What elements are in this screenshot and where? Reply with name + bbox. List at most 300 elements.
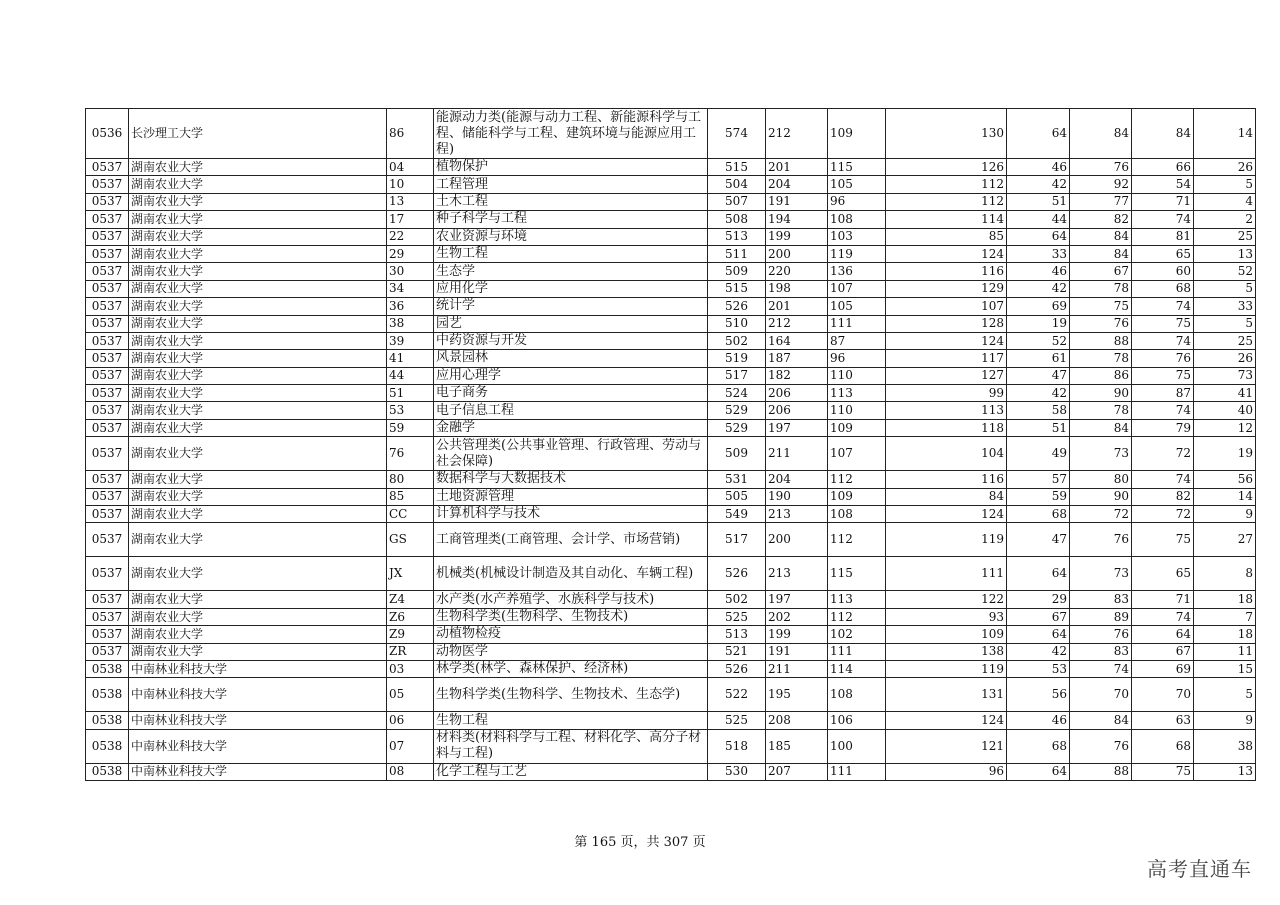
score-col-4-cell: 46 bbox=[1007, 263, 1070, 280]
table-row bbox=[86, 506, 1256, 523]
score-col-4-cell: 29 bbox=[1007, 591, 1070, 608]
score-col-5-cell: 74 bbox=[1070, 660, 1132, 677]
rank-cell: 18 bbox=[1194, 626, 1256, 643]
score-col-2-cell: 109 bbox=[828, 488, 886, 505]
major-name-cell: 化学工程与工艺 bbox=[434, 763, 708, 780]
score-col-1-cell: 220 bbox=[766, 263, 828, 280]
score-col-3-cell: 96 bbox=[886, 763, 1007, 780]
score-col-4-cell: 49 bbox=[1007, 437, 1070, 471]
table-row bbox=[86, 193, 1256, 210]
score-col-4-cell: 64 bbox=[1007, 109, 1070, 159]
score-col-4-cell: 42 bbox=[1007, 643, 1070, 660]
major-name-cell: 生物工程 bbox=[434, 245, 708, 262]
score-col-6-cell: 68 bbox=[1132, 729, 1194, 763]
score-col-1-cell: 206 bbox=[766, 385, 828, 402]
major-code-cell: 76 bbox=[387, 437, 434, 471]
school-code-cell: 0537 bbox=[86, 228, 129, 245]
score-col-2-cell: 96 bbox=[828, 350, 886, 367]
table-row bbox=[86, 245, 1256, 262]
total-score-cell: 525 bbox=[708, 712, 766, 729]
major-name-cell: 机械类(机械设计制造及其自动化、车辆工程) bbox=[434, 557, 708, 591]
score-col-4-cell: 51 bbox=[1007, 419, 1070, 436]
major-name-cell: 计算机科学与技术 bbox=[434, 506, 708, 523]
score-col-4-cell: 42 bbox=[1007, 176, 1070, 193]
major-code-cell: 85 bbox=[387, 488, 434, 505]
school-code-cell: 0538 bbox=[86, 712, 129, 729]
score-col-6-cell: 54 bbox=[1132, 176, 1194, 193]
major-name-cell: 种子科学与工程 bbox=[434, 211, 708, 228]
school-name-cell: 湖南农业大学 bbox=[129, 280, 387, 297]
score-col-5-cell: 82 bbox=[1070, 211, 1132, 228]
major-code-cell: 38 bbox=[387, 315, 434, 332]
rank-cell: 38 bbox=[1194, 729, 1256, 763]
major-name-cell: 农业资源与环境 bbox=[434, 228, 708, 245]
rank-cell: 7 bbox=[1194, 608, 1256, 625]
score-col-5-cell: 78 bbox=[1070, 402, 1132, 419]
school-code-cell: 0537 bbox=[86, 523, 129, 557]
score-col-6-cell: 74 bbox=[1132, 608, 1194, 625]
table-row bbox=[86, 643, 1256, 660]
score-col-5-cell: 77 bbox=[1070, 193, 1132, 210]
score-col-2-cell: 111 bbox=[828, 315, 886, 332]
major-name-cell: 材料类(材料科学与工程、材料化学、高分子材料与工程) bbox=[434, 729, 708, 763]
rank-cell: 19 bbox=[1194, 437, 1256, 471]
rank-cell: 14 bbox=[1194, 109, 1256, 159]
total-score-cell: 519 bbox=[708, 350, 766, 367]
score-col-2-cell: 115 bbox=[828, 557, 886, 591]
rank-cell: 25 bbox=[1194, 332, 1256, 349]
score-col-4-cell: 53 bbox=[1007, 660, 1070, 677]
score-col-1-cell: 212 bbox=[766, 315, 828, 332]
score-col-2-cell: 100 bbox=[828, 729, 886, 763]
major-code-cell: 80 bbox=[387, 471, 434, 488]
score-col-1-cell: 199 bbox=[766, 626, 828, 643]
score-col-3-cell: 138 bbox=[886, 643, 1007, 660]
table-row bbox=[86, 298, 1256, 315]
score-col-6-cell: 79 bbox=[1132, 419, 1194, 436]
score-col-3-cell: 124 bbox=[886, 712, 1007, 729]
score-col-4-cell: 47 bbox=[1007, 367, 1070, 384]
score-col-5-cell: 80 bbox=[1070, 471, 1132, 488]
score-col-3-cell: 130 bbox=[886, 109, 1007, 159]
score-col-3-cell: 85 bbox=[886, 228, 1007, 245]
table-row bbox=[86, 211, 1256, 228]
school-code-cell: 0537 bbox=[86, 419, 129, 436]
score-col-4-cell: 46 bbox=[1007, 159, 1070, 176]
school-name-cell: 中南林业科技大学 bbox=[129, 763, 387, 780]
score-col-1-cell: 213 bbox=[766, 557, 828, 591]
school-code-cell: 0537 bbox=[86, 402, 129, 419]
major-code-cell: CC bbox=[387, 506, 434, 523]
major-code-cell: 51 bbox=[387, 385, 434, 402]
school-code-cell: 0537 bbox=[86, 193, 129, 210]
major-name-cell: 统计学 bbox=[434, 298, 708, 315]
major-name-cell: 水产类(水产养殖学、水族科学与技术) bbox=[434, 591, 708, 608]
table-row bbox=[86, 176, 1256, 193]
score-col-4-cell: 64 bbox=[1007, 557, 1070, 591]
rank-cell: 5 bbox=[1194, 678, 1256, 712]
score-col-6-cell: 75 bbox=[1132, 763, 1194, 780]
table-row bbox=[86, 280, 1256, 297]
school-name-cell: 中南林业科技大学 bbox=[129, 729, 387, 763]
score-col-6-cell: 60 bbox=[1132, 263, 1194, 280]
score-col-2-cell: 112 bbox=[828, 471, 886, 488]
score-col-5-cell: 76 bbox=[1070, 626, 1132, 643]
total-score-cell: 513 bbox=[708, 626, 766, 643]
major-code-cell: 10 bbox=[387, 176, 434, 193]
score-col-3-cell: 116 bbox=[886, 263, 1007, 280]
school-code-cell: 0537 bbox=[86, 176, 129, 193]
major-code-cell: 30 bbox=[387, 263, 434, 280]
school-code-cell: 0537 bbox=[86, 471, 129, 488]
school-code-cell: 0537 bbox=[86, 608, 129, 625]
score-col-3-cell: 84 bbox=[886, 488, 1007, 505]
score-col-3-cell: 99 bbox=[886, 385, 1007, 402]
score-col-4-cell: 64 bbox=[1007, 228, 1070, 245]
rank-cell: 14 bbox=[1194, 488, 1256, 505]
table-row bbox=[86, 608, 1256, 625]
score-col-6-cell: 84 bbox=[1132, 109, 1194, 159]
school-name-cell: 湖南农业大学 bbox=[129, 367, 387, 384]
score-col-1-cell: 199 bbox=[766, 228, 828, 245]
table-row bbox=[86, 557, 1256, 591]
score-col-5-cell: 76 bbox=[1070, 729, 1132, 763]
total-score-cell: 504 bbox=[708, 176, 766, 193]
score-col-5-cell: 84 bbox=[1070, 109, 1132, 159]
score-col-1-cell: 197 bbox=[766, 419, 828, 436]
school-code-cell: 0537 bbox=[86, 280, 129, 297]
table-row bbox=[86, 228, 1256, 245]
score-col-4-cell: 46 bbox=[1007, 712, 1070, 729]
score-col-4-cell: 42 bbox=[1007, 280, 1070, 297]
table-row bbox=[86, 591, 1256, 608]
major-code-cell: 36 bbox=[387, 298, 434, 315]
school-code-cell: 0537 bbox=[86, 385, 129, 402]
score-col-2-cell: 110 bbox=[828, 367, 886, 384]
score-col-4-cell: 58 bbox=[1007, 402, 1070, 419]
major-name-cell: 应用心理学 bbox=[434, 367, 708, 384]
table-row bbox=[86, 350, 1256, 367]
score-col-6-cell: 75 bbox=[1132, 315, 1194, 332]
major-name-cell: 土木工程 bbox=[434, 193, 708, 210]
major-name-cell: 园艺 bbox=[434, 315, 708, 332]
table-row bbox=[86, 419, 1256, 436]
score-col-5-cell: 84 bbox=[1070, 245, 1132, 262]
major-code-cell: Z6 bbox=[387, 608, 434, 625]
total-score-cell: 521 bbox=[708, 643, 766, 660]
score-col-3-cell: 111 bbox=[886, 557, 1007, 591]
rank-cell: 5 bbox=[1194, 176, 1256, 193]
rank-cell: 41 bbox=[1194, 385, 1256, 402]
score-col-3-cell: 124 bbox=[886, 245, 1007, 262]
score-col-1-cell: 191 bbox=[766, 193, 828, 210]
major-name-cell: 动植物检疫 bbox=[434, 626, 708, 643]
score-col-5-cell: 73 bbox=[1070, 437, 1132, 471]
score-col-1-cell: 194 bbox=[766, 211, 828, 228]
table-row bbox=[86, 763, 1256, 780]
score-col-4-cell: 68 bbox=[1007, 506, 1070, 523]
rank-cell: 5 bbox=[1194, 315, 1256, 332]
table-row bbox=[86, 712, 1256, 729]
score-col-6-cell: 76 bbox=[1132, 350, 1194, 367]
major-code-cell: 44 bbox=[387, 367, 434, 384]
total-score-cell: 517 bbox=[708, 367, 766, 384]
rank-cell: 27 bbox=[1194, 523, 1256, 557]
score-col-5-cell: 72 bbox=[1070, 506, 1132, 523]
score-col-1-cell: 211 bbox=[766, 660, 828, 677]
school-name-cell: 湖南农业大学 bbox=[129, 193, 387, 210]
major-name-cell: 动物医学 bbox=[434, 643, 708, 660]
score-col-1-cell: 211 bbox=[766, 437, 828, 471]
school-name-cell: 湖南农业大学 bbox=[129, 437, 387, 471]
score-col-6-cell: 75 bbox=[1132, 523, 1194, 557]
rank-cell: 18 bbox=[1194, 591, 1256, 608]
score-col-6-cell: 81 bbox=[1132, 228, 1194, 245]
score-col-2-cell: 113 bbox=[828, 591, 886, 608]
score-col-3-cell: 114 bbox=[886, 211, 1007, 228]
school-name-cell: 长沙理工大学 bbox=[129, 109, 387, 159]
score-col-2-cell: 106 bbox=[828, 712, 886, 729]
school-name-cell: 湖南农业大学 bbox=[129, 488, 387, 505]
score-col-6-cell: 65 bbox=[1132, 557, 1194, 591]
school-code-cell: 0537 bbox=[86, 263, 129, 280]
major-name-cell: 生物工程 bbox=[434, 712, 708, 729]
major-code-cell: 53 bbox=[387, 402, 434, 419]
score-col-5-cell: 89 bbox=[1070, 608, 1132, 625]
school-name-cell: 中南林业科技大学 bbox=[129, 712, 387, 729]
score-col-5-cell: 78 bbox=[1070, 280, 1132, 297]
total-score-cell: 524 bbox=[708, 385, 766, 402]
score-col-6-cell: 71 bbox=[1132, 193, 1194, 210]
table-row bbox=[86, 367, 1256, 384]
major-code-cell: JX bbox=[387, 557, 434, 591]
total-score-cell: 574 bbox=[708, 109, 766, 159]
score-col-5-cell: 83 bbox=[1070, 643, 1132, 660]
school-name-cell: 湖南农业大学 bbox=[129, 626, 387, 643]
major-code-cell: 34 bbox=[387, 280, 434, 297]
rank-cell: 9 bbox=[1194, 712, 1256, 729]
school-name-cell: 湖南农业大学 bbox=[129, 298, 387, 315]
major-code-cell: 39 bbox=[387, 332, 434, 349]
rank-cell: 13 bbox=[1194, 245, 1256, 262]
rank-cell: 11 bbox=[1194, 643, 1256, 660]
table-row bbox=[86, 263, 1256, 280]
total-score-cell: 509 bbox=[708, 263, 766, 280]
major-name-cell: 金融学 bbox=[434, 419, 708, 436]
score-col-5-cell: 78 bbox=[1070, 350, 1132, 367]
score-col-2-cell: 108 bbox=[828, 678, 886, 712]
total-score-cell: 517 bbox=[708, 523, 766, 557]
table-row bbox=[86, 660, 1256, 677]
major-name-cell: 公共管理类(公共事业管理、行政管理、劳动与社会保障) bbox=[434, 437, 708, 471]
score-col-5-cell: 86 bbox=[1070, 367, 1132, 384]
table-row bbox=[86, 159, 1256, 176]
score-col-2-cell: 110 bbox=[828, 402, 886, 419]
table-row bbox=[86, 332, 1256, 349]
score-col-6-cell: 71 bbox=[1132, 591, 1194, 608]
school-code-cell: 0537 bbox=[86, 211, 129, 228]
score-col-1-cell: 204 bbox=[766, 176, 828, 193]
major-code-cell: 06 bbox=[387, 712, 434, 729]
total-score-cell: 510 bbox=[708, 315, 766, 332]
score-col-1-cell: 191 bbox=[766, 643, 828, 660]
score-col-6-cell: 63 bbox=[1132, 712, 1194, 729]
school-name-cell: 湖南农业大学 bbox=[129, 263, 387, 280]
total-score-cell: 522 bbox=[708, 678, 766, 712]
score-col-2-cell: 103 bbox=[828, 228, 886, 245]
score-col-6-cell: 74 bbox=[1132, 211, 1194, 228]
score-col-6-cell: 74 bbox=[1132, 298, 1194, 315]
school-code-cell: 0537 bbox=[86, 245, 129, 262]
school-name-cell: 湖南农业大学 bbox=[129, 159, 387, 176]
score-col-2-cell: 108 bbox=[828, 211, 886, 228]
score-col-2-cell: 111 bbox=[828, 643, 886, 660]
score-col-6-cell: 69 bbox=[1132, 660, 1194, 677]
major-name-cell: 能源动力类(能源与动力工程、新能源科学与工程、储能科学与工程、建筑环境与能源应用工程) bbox=[434, 109, 708, 159]
total-score-cell: 507 bbox=[708, 193, 766, 210]
school-name-cell: 湖南农业大学 bbox=[129, 315, 387, 332]
school-code-cell: 0538 bbox=[86, 763, 129, 780]
major-code-cell: ZR bbox=[387, 643, 434, 660]
score-col-5-cell: 73 bbox=[1070, 557, 1132, 591]
score-col-5-cell: 76 bbox=[1070, 315, 1132, 332]
score-col-6-cell: 65 bbox=[1132, 245, 1194, 262]
school-name-cell: 湖南农业大学 bbox=[129, 608, 387, 625]
major-name-cell: 工程管理 bbox=[434, 176, 708, 193]
score-col-5-cell: 88 bbox=[1070, 763, 1132, 780]
school-name-cell: 湖南农业大学 bbox=[129, 332, 387, 349]
major-code-cell: Z4 bbox=[387, 591, 434, 608]
school-code-cell: 0538 bbox=[86, 678, 129, 712]
rank-cell: 15 bbox=[1194, 660, 1256, 677]
score-col-5-cell: 76 bbox=[1070, 523, 1132, 557]
score-col-6-cell: 82 bbox=[1132, 488, 1194, 505]
score-col-4-cell: 56 bbox=[1007, 678, 1070, 712]
total-score-cell: 511 bbox=[708, 245, 766, 262]
score-col-4-cell: 61 bbox=[1007, 350, 1070, 367]
score-col-3-cell: 131 bbox=[886, 678, 1007, 712]
score-col-4-cell: 64 bbox=[1007, 763, 1070, 780]
rank-cell: 8 bbox=[1194, 557, 1256, 591]
major-name-cell: 电子信息工程 bbox=[434, 402, 708, 419]
score-col-5-cell: 84 bbox=[1070, 712, 1132, 729]
table-row bbox=[86, 385, 1256, 402]
rank-cell: 5 bbox=[1194, 280, 1256, 297]
score-col-4-cell: 59 bbox=[1007, 488, 1070, 505]
school-code-cell: 0537 bbox=[86, 506, 129, 523]
total-score-cell: 526 bbox=[708, 660, 766, 677]
score-col-3-cell: 104 bbox=[886, 437, 1007, 471]
table-row bbox=[86, 729, 1256, 763]
score-col-5-cell: 84 bbox=[1070, 228, 1132, 245]
school-code-cell: 0537 bbox=[86, 488, 129, 505]
total-score-cell: 515 bbox=[708, 280, 766, 297]
school-code-cell: 0537 bbox=[86, 159, 129, 176]
table-row bbox=[86, 437, 1256, 471]
major-name-cell: 应用化学 bbox=[434, 280, 708, 297]
school-code-cell: 0537 bbox=[86, 437, 129, 471]
score-col-5-cell: 83 bbox=[1070, 591, 1132, 608]
rank-cell: 9 bbox=[1194, 506, 1256, 523]
score-col-5-cell: 84 bbox=[1070, 419, 1132, 436]
school-code-cell: 0537 bbox=[86, 350, 129, 367]
table-row bbox=[86, 402, 1256, 419]
score-col-4-cell: 57 bbox=[1007, 471, 1070, 488]
school-code-cell: 0537 bbox=[86, 332, 129, 349]
score-col-1-cell: 204 bbox=[766, 471, 828, 488]
score-col-1-cell: 200 bbox=[766, 245, 828, 262]
score-col-3-cell: 93 bbox=[886, 608, 1007, 625]
admission-score-table bbox=[85, 108, 1256, 781]
score-col-5-cell: 90 bbox=[1070, 385, 1132, 402]
school-code-cell: 0537 bbox=[86, 626, 129, 643]
school-code-cell: 0537 bbox=[86, 367, 129, 384]
school-code-cell: 0538 bbox=[86, 660, 129, 677]
school-code-cell: 0538 bbox=[86, 729, 129, 763]
rank-cell: 73 bbox=[1194, 367, 1256, 384]
major-code-cell: 08 bbox=[387, 763, 434, 780]
total-score-cell: 529 bbox=[708, 419, 766, 436]
score-col-5-cell: 92 bbox=[1070, 176, 1132, 193]
score-col-1-cell: 208 bbox=[766, 712, 828, 729]
school-name-cell: 中南林业科技大学 bbox=[129, 678, 387, 712]
score-col-3-cell: 124 bbox=[886, 332, 1007, 349]
score-col-2-cell: 111 bbox=[828, 763, 886, 780]
major-code-cell: 86 bbox=[387, 109, 434, 159]
school-name-cell: 湖南农业大学 bbox=[129, 385, 387, 402]
score-col-5-cell: 90 bbox=[1070, 488, 1132, 505]
school-name-cell: 湖南农业大学 bbox=[129, 211, 387, 228]
total-score-cell: 513 bbox=[708, 228, 766, 245]
score-col-3-cell: 128 bbox=[886, 315, 1007, 332]
total-score-cell: 515 bbox=[708, 159, 766, 176]
total-score-cell: 530 bbox=[708, 763, 766, 780]
score-col-3-cell: 112 bbox=[886, 176, 1007, 193]
score-col-3-cell: 107 bbox=[886, 298, 1007, 315]
score-col-2-cell: 112 bbox=[828, 608, 886, 625]
score-col-4-cell: 33 bbox=[1007, 245, 1070, 262]
score-col-1-cell: 202 bbox=[766, 608, 828, 625]
score-col-4-cell: 67 bbox=[1007, 608, 1070, 625]
major-code-cell: Z9 bbox=[387, 626, 434, 643]
score-col-3-cell: 119 bbox=[886, 660, 1007, 677]
table-row bbox=[86, 109, 1256, 159]
school-name-cell: 湖南农业大学 bbox=[129, 506, 387, 523]
score-col-2-cell: 112 bbox=[828, 523, 886, 557]
total-score-cell: 505 bbox=[708, 488, 766, 505]
total-score-cell: 518 bbox=[708, 729, 766, 763]
score-col-3-cell: 109 bbox=[886, 626, 1007, 643]
score-col-3-cell: 122 bbox=[886, 591, 1007, 608]
score-col-1-cell: 182 bbox=[766, 367, 828, 384]
major-code-cell: 29 bbox=[387, 245, 434, 262]
total-score-cell: 531 bbox=[708, 471, 766, 488]
table-row bbox=[86, 471, 1256, 488]
major-code-cell: 07 bbox=[387, 729, 434, 763]
score-col-4-cell: 47 bbox=[1007, 523, 1070, 557]
school-name-cell: 湖南农业大学 bbox=[129, 419, 387, 436]
score-col-3-cell: 113 bbox=[886, 402, 1007, 419]
score-col-2-cell: 107 bbox=[828, 280, 886, 297]
rank-cell: 25 bbox=[1194, 228, 1256, 245]
score-col-2-cell: 119 bbox=[828, 245, 886, 262]
rank-cell: 26 bbox=[1194, 350, 1256, 367]
score-col-1-cell: 185 bbox=[766, 729, 828, 763]
score-col-4-cell: 19 bbox=[1007, 315, 1070, 332]
school-name-cell: 湖南农业大学 bbox=[129, 523, 387, 557]
school-code-cell: 0537 bbox=[86, 315, 129, 332]
score-col-4-cell: 51 bbox=[1007, 193, 1070, 210]
